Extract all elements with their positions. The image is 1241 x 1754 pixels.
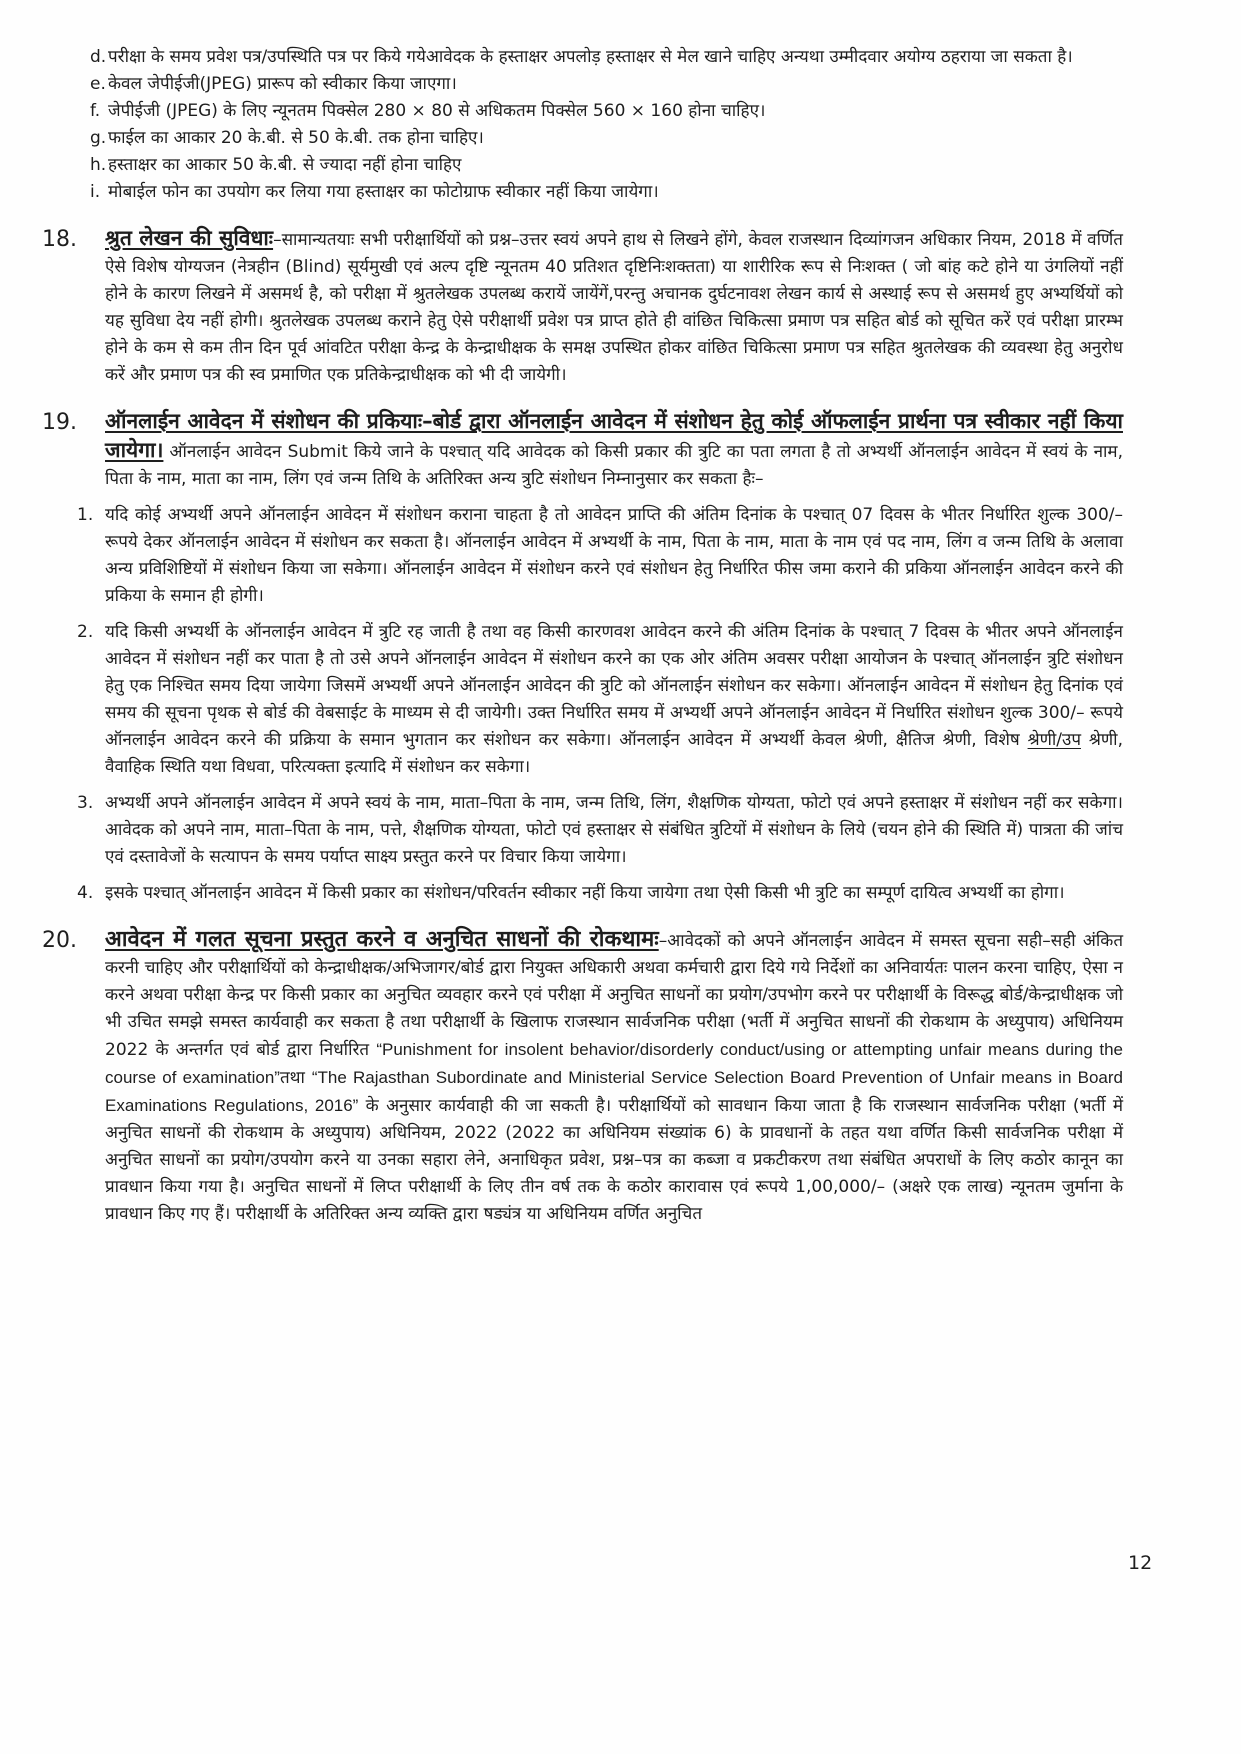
list-item-text: परीक्षा के समय प्रवेश पत्र/उपस्थिति पत्र पर किये गयेआवेदक के हस्ताक्षर अपलोड़ हस्ताक्षर से मेल खाने चाहिए अन्यथा उम्मीदवार अयोग्य ठहराया जा सकता है।: [108, 47, 1073, 67]
list-item-g: [90, 125, 1123, 152]
section-20-text-1: –आवेदकों को अपने ऑनलाईन आवेदन में समस्त सूचना सही–सही अंकित करनी चाहिए और परीक्षार्थियों को केन्द्राधीक्षक/अभिजागर/बोर्ड द्वारा नियुक्त अधिकारी अथवा कर्मचारी द्वारा दिये गये निर्देशों का अनिवार्यतः पालन करना चाहिए, ऐसा न करने अथवा परीक्षा केन्द्र पर किसी प्रकार का अनुचित व्यवहार करने एवं परीक्षा में अनुचित साधनों का प्रयोग/उपभोग करने पर परीक्षार्थी के विरूद्ध बोर्ड/केन्द्राधीक्षक जो भी उचित समझे समस्त कार्यवाही कर सकता है तथा परीक्षार्थी के खिलाफ राजस्थान सार्वजनिक परीक्षा (भर्ती में अनुचित साधनों की रोकथाम के अध्युपाय) अधिनियम 2022 के अन्तर्गत एवं बोर्ड द्वारा निर्धारित: [105, 931, 1124, 1060]
signature-rules-list: [90, 44, 1123, 206]
section-20-english-quote-1: “Punishment for insolent behavior/disorderly conduct/using or attempting unfair means during the course of examination”: [105, 1040, 1123, 1087]
section-19-number: 19.: [42, 410, 77, 435]
section-18-number: 18.: [42, 227, 77, 252]
item-text-after: श्रेणी, वैवाहिक स्थिति यथा विधवा, परित्यक्ता इत्यादि में संशोधन कर सकेगा।: [105, 730, 1123, 777]
section-20-connector: तथा: [279, 1068, 312, 1088]
section-19-body: [77, 408, 1123, 907]
section-19-item-1: [77, 502, 1123, 610]
section-20-english-quote-2: “The Rajasthan Subordinate and Ministerial Service Selection Board Prevention of Unfair means in Board Examinations Regulations, 2016”: [105, 1068, 1123, 1115]
list-item-label: d.: [90, 47, 107, 67]
item-text: अभ्यर्थी अपने ऑनलाईन आवेदन में अपने स्वयं के नाम, माता–पिता के नाम, जन्म तिथि, लिंग, शैक्षणिक योग्यता, फोटो एवं अपने हस्ताक्षर में संशोधन नहीं कर सकेगा। आवेदक को अपने नाम, माता–पिता के नाम, पत्ते, शैक्षणिक योग्यता, फोटो एवं हस्ताक्षर से संबंधित त्रुटियों में संशोधन के लिये (चयन होने की स्थिति में) पात्रता की जांच एवं दस्तावेजों के सत्यापन के समय पर्याप्त साक्ष्य प्रस्तुत करने पर विचार किया जायेगा।: [105, 793, 1123, 867]
item-number: 4.: [77, 883, 94, 903]
list-item-i: [90, 179, 1123, 206]
section-18-text: –सामान्यतयाः सभी परीक्षार्थियों को प्रश्न–उत्तर स्वयं अपने हाथ से लिखने होंगे, केवल राजस्थान दिव्यांगजन अधिकार नियम, 2018 में वर्णित ऐसे विशेष योग्यजन (नेत्रहीन (Blind) सूर्यमुखी एवं अल्प दृष्टि न्यूनतम 40 प्रतिशत दृष्टिनिःशक्तता) या शारीरिक रूप से निःशक्त ( जो बांह कटे होने या उंगलियों नहीं होने के कारण लिखने में असमर्थ है, को परीक्षा में श्रुतलेखक उपलब्ध करायें जायेंगें,परन्तु अचानक दुर्घटनावश लेखन कार्य से अस्थाई रूप से असमर्थ हुए अभ्यर्थियों को यह सुविधा देय नहीं होगी। श्रुतलेखक उपलब्ध कराने हेतु ऐसे परीक्षार्थी प्रवेश पत्र प्राप्त होते ही वांछित चिकित्सा प्रमाण पत्र सहित बोर्ड को सूचित करें एवं परीक्षा प्रारम्भ होने के कम से कम तीन दिन पूर्व आंवटित परीक्षा केन्द्र के केन्द्राधीक्षक के समक्ष उपस्थित होकर वांछित चिकित्सा प्रमाण पत्र सहित श्रुतलेखक की व्यवस्था हेतु अनुरोध करें और प्रमाण पत्र की स्व प्रमाणित एक प्रतिकेन्द्राधीक्षक को भी दी जायेगी।: [105, 230, 1123, 385]
item-number: 2.: [77, 622, 94, 642]
list-item-label: e.: [90, 74, 106, 94]
section-20-text-2: के अनुसार कार्यवाही की जा सकती है। परीक्षार्थियों को सावधान किया जाता है कि राजस्थान सार्वजनिक परीक्षा (भर्ती में अनुचित साधनों की रोकथाम के अध्युपाय) अधिनियम, 2022 (2022 का अधिनियम संख्यांक 6) के प्रावधानों के तहत यथा वर्णित किसी सार्वजनिक परीक्षा में अनुचित साधनों का प्रयोग/उपयोग करने या उनका सहारा लेने, अनाधिकृत प्रवेश, प्रश्न–पत्र का कब्जा व प्रकटीकरण तथा संबंधित अपराधों के लिए कठोर कानून का प्रावधान किया गया है। अनुचित साधनों में लिप्त परीक्षार्थी के लिए तीन वर्ष तक के कठोर कारावास एवं रूपये 1,00,000/– (अक्षरे एक लाख) न्यूनतम जुर्माना के प्रावधान किए गए हैं। परीक्षार्थी के अतिरिक्त अन्य व्यक्ति द्वारा षड्यंत्र या अधिनियम वर्णित अनुचित: [105, 1096, 1123, 1224]
item-text: यदि कोई अभ्यर्थी अपने ऑनलाईन आवेदन में संशोधन कराना चाहता है तो आवेदन प्राप्ति की अंतिम दिनांक के पश्चात् 07 दिवस के भीतर निर्धारित शुल्क 300/– रूपये देकर ऑनलाईन आवेदन में संशोधन कर सकता है। ऑनलाईन आवेदन में अभ्यर्थी के नाम, पिता के नाम, माता के नाम एवं पद नाम, लिंग व जन्म तिथि के अलावा अन्य प्रविशिष्टियों में संशोधन किया जा सकेगा। ऑनलाईन आवेदन में संशोधन करने एवं संशोधन हेतु निर्धारित फीस जमा कराने की प्रकिया ऑनलाईन आवेदन करने की प्रकिया के समान ही होगी।: [105, 505, 1123, 606]
list-item-label: i.: [90, 182, 101, 202]
item-text-before: यदि किसी अभ्यर्थी के ऑनलाईन आवेदन में त्रुटि रह जाती है तथा वह किसी कारणवश आवेदन करने की अंतिम दिनांक के पश्चात् 7 दिवस के भीतर अपने ऑनलाईन आवेदन में संशोधन नहीं कर पाता है तो उसे अपने ऑनलाईन आवेदन में संशोधन करने का एक ओर अंतिम अवसर परीक्षा आयोजन के पश्चात् ऑनलाईन त्रुटि संशोधन हेतु एक निश्चित समय दिया जायेगा जिसमें अभ्यर्थी अपने ऑनलाईन आवेदन की त्रुटि को ऑनलाईन संशोधन कर सकेगा। ऑनलाईन आवेदन में संशोधन हेतु दिनांक एवं समय की सूचना पृथक से बोर्ड की वेबसाईट के माध्यम से दी जायेगी। उक्त निर्धारित समय में अभ्यर्थी अपने ऑनलाईन आवेदन में निर्धारित संशोधन शुल्क 300/– रूपये ऑनलाईन आवेदन करने की प्रक्रिया के समान भुगतान कर संशोधन कर सकेगा। ऑनलाईन आवेदन में अभ्यर्थी केवल श्रेणी, क्षैतिज श्रेणी, विशेष: [105, 622, 1123, 750]
item-number: 1.: [77, 505, 94, 525]
item-text-underlined: श्रेणी/उप: [1027, 730, 1081, 750]
list-item-text: फाईल का आकार 20 के.बी. से 50 के.बी. तक होना चाहिए।: [108, 128, 484, 148]
item-text: इसके पश्चात् ऑनलाईन आवेदन में किसी प्रकार का संशोधन/परिवर्तन स्वीकार नहीं किया जायेगा तथा ऐसी किसी भी त्रुटि का सम्पूर्ण दायित्व अभ्यर्थी का होगा।: [105, 883, 1065, 903]
list-item-text: केवल जेपीईजी(JPEG) प्रारूप को स्वीकार किया जाएगा।: [108, 74, 457, 94]
list-item-text: मोबाईल फोन का उपयोग कर लिया गया हस्ताक्षर का फोटोग्राफ स्वीकार नहीं किया जायेगा।: [108, 182, 659, 202]
page-number: 12: [1128, 1552, 1153, 1574]
list-item-text: जेपीईजी (JPEG) के लिए न्यूनतम पिक्सेल 280 × 80 से अधिकतम पिक्सेल 560 × 160 होना चाहिए।: [108, 101, 766, 121]
list-item-label: f.: [90, 101, 101, 121]
section-18-body: [105, 225, 1123, 389]
list-item-f: [90, 98, 1123, 125]
section-19-items: [77, 502, 1123, 907]
section-19-item-3: [77, 790, 1123, 871]
section-19-intro: ऑनलाईन आवेदन Submit किये जाने के पश्चात् यदि आवेदक को किसी प्रकार की त्रुटि का पता लगता है तो अभ्यर्थी ऑनलाईन आवेदन में स्वयं के नाम, पिता के नाम, माता का नाम, लिंग एवं जन्म तिथि के अतिरिक्त अन्य त्रुटि संशोधन निम्नानुसार कर सकता हैः–: [105, 442, 1123, 489]
list-item-label: h.: [90, 155, 107, 175]
section-20-number: 20.: [42, 928, 77, 953]
list-item-label: g.: [90, 128, 107, 148]
section-18: [42, 225, 1123, 389]
section-19-heading: ऑनलाईन आवेदन में संशोधन की प्रकियाः–बोर्ड द्वारा ऑनलाईन आवेदन में संशोधन हेतु कोई ऑफलाईन प्रार्थना पत्र स्वीकार नहीं किया जायेगा।: [105, 409, 1123, 462]
section-19-item-2: [77, 619, 1123, 781]
section-19-item-4: [77, 880, 1123, 907]
section-20-heading: आवेदन में गलत सूचना प्रस्तुत करने व अनुचित साधनों की रोकथामः: [105, 927, 659, 952]
section-20: [42, 926, 1123, 1228]
section-19: [42, 408, 1123, 907]
list-item-text: हस्ताक्षर का आकार 50 के.बी. से ज्यादा नहीं होना चाहिए: [108, 155, 462, 175]
section-20-body: [105, 926, 1123, 1228]
list-item-e: [90, 71, 1123, 98]
list-item-d: [90, 44, 1123, 71]
list-item-h: [90, 152, 1123, 179]
item-number: 3.: [77, 793, 94, 813]
section-18-heading: श्रुत लेखन की सुविधाः: [105, 226, 274, 250]
